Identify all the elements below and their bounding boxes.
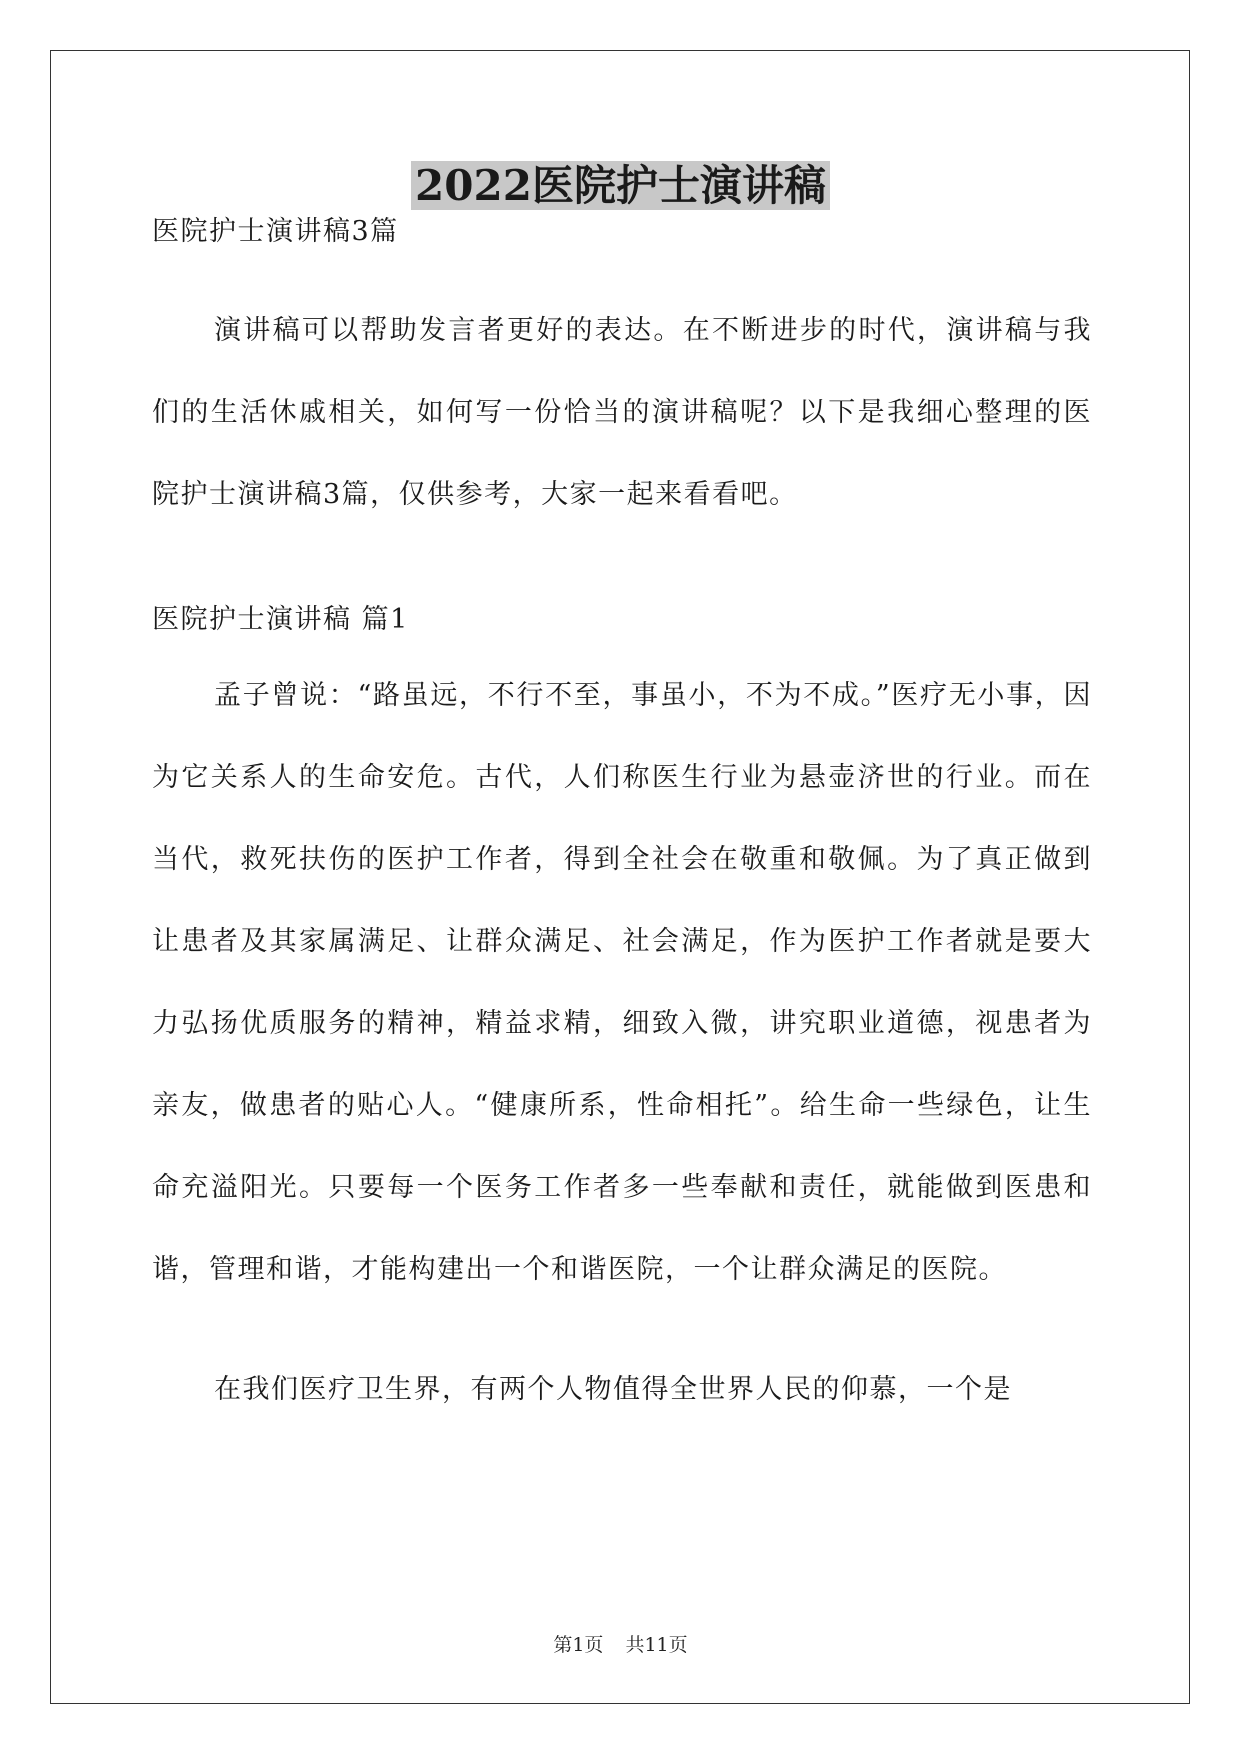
intro-paragraph: 演讲稿可以帮助发言者更好的表达。在不断进步的时代，演讲稿与我们的生活休戚相关，如何写一份恰当的演讲稿呢？以下是我细心整理的医院护士演讲稿3篇，仅供参考，大家一起来看看吧。 [152,315,1092,510]
document-title-text: 2022医院护士演讲稿 [411,161,830,210]
page-number: 第1页 [553,1634,604,1656]
document-subtitle: 医院护士演讲稿3篇 [152,216,399,247]
document-title [0,158,1241,214]
page-total: 共11页 [625,1634,688,1656]
body-paragraph-1: 孟子曾说：“路虽远，不行不至，事虽小，不为不成。”医疗无小事，因为它关系人的生命安危。古代，人们称医生行业为悬壶济世的行业。而在当代，救死扶伤的医护工作者，得到全社会在敬重和敬佩。为了真正做到让患者及其家属满足、让群众满足、社会满足，作为医护工作者就是要大力弘扬优质服务的精神，精益求精，细致入微，讲究职业道德，视患者为亲友，做患者的贴心人。“健康所系，性命相托”。给生命一些绿色，让生命充溢阳光。只要每一个医务工作者多一些奉献和责任，就能做到医患和谐，管理和谐，才能构建出一个和谐医院，一个让群众满足的医院。 [152,680,1092,1285]
page-footer [0,1632,1241,1658]
section-heading: 医院护士演讲稿 篇1 [152,604,409,635]
body-paragraph-2: 在我们医疗卫生界，有两个人物值得全世界人民的仰慕，一个是 [214,1374,1012,1405]
